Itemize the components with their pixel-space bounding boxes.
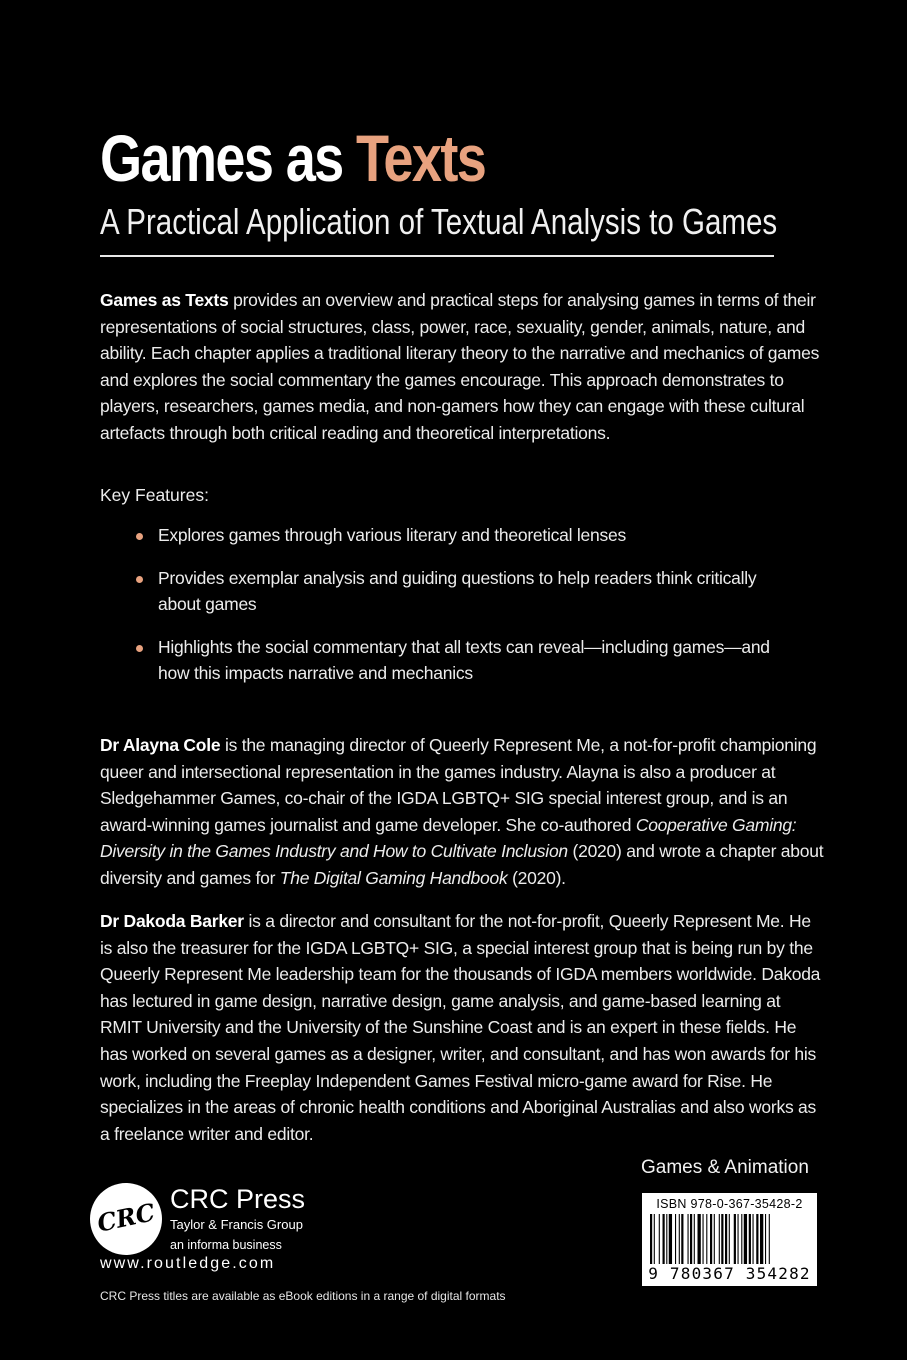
barcode-bar — [714, 1214, 715, 1264]
barcode-bar — [666, 1214, 667, 1264]
barcode-bar — [650, 1214, 652, 1264]
barcode-icon — [648, 1214, 811, 1264]
feature-item — [100, 522, 800, 549]
author-bio-barker — [100, 908, 824, 1147]
subject-category: Games & Animation — [641, 1157, 809, 1178]
bio-text: (2020) and wrote a chapter about diversity and games for — [100, 841, 824, 888]
book-title — [100, 118, 485, 198]
barcode-bar — [760, 1214, 763, 1264]
barcode-bar — [710, 1214, 712, 1264]
title-divider — [100, 255, 774, 257]
publisher-name: CRC Press — [170, 1184, 306, 1214]
ebook-note: CRC Press titles are available as eBook editions in a range of digital formats — [100, 1289, 506, 1303]
book-title-italic: Cooperative Gaming: Diversity in the Games Industry and How to Cultivate Inclusion — [100, 814, 797, 862]
bio-text: is a director and consultant for the not-for-profit, Queerly Represent Me. He is also the treasurer for the IGDA LGBTQ+ SIG, a special interest group that is being run by the Queerly Represent Me leadership team for the thousands of IGDA members worldwide. Dakoda has lectured in game design, narrative design, game analysis, and game-based learning at RMIT University and the University of the Sunshine Coast and is an expert in these fields. He has worked on several games as a designer, writer, and consultant, and has won awards for his work, including the Freeplay Independent Games Festival micro-game award for Rise. He specializes in the areas of chronic health conditions and Aboriginal Australias and also works as a freelance writer and editor. — [100, 911, 821, 1144]
feature-item — [100, 565, 800, 618]
overview-lead: Games as Texts — [100, 290, 229, 310]
barcode-bar — [721, 1214, 723, 1264]
overview-paragraph — [100, 287, 824, 447]
title-part-1: Games as — [100, 121, 357, 195]
title-part-2: Texts — [356, 121, 486, 195]
barcode-bar — [719, 1214, 720, 1264]
bullet-icon — [136, 576, 143, 583]
overview-text: provides an overview and practical steps for analysing games in terms of their representations of social structures, class, power, race, sexuality, gender, animals, nature, and ability. Each chapter applies a traditional literary theory to the narrative and mechanics of games and explores the social commentary the games encourage. This approach demonstrates to players, researchers, games media, and non-gamers how they can engage with these cultural artefacts through both critical reading and theoretical interpretations. — [100, 290, 820, 443]
barcode-bar — [753, 1214, 754, 1264]
author-bio-cole — [100, 732, 824, 892]
barcode-bar — [749, 1214, 751, 1264]
barcode-bar — [706, 1214, 707, 1264]
barcode-bar — [669, 1214, 672, 1264]
barcode-bar — [659, 1214, 660, 1264]
feature-text: Highlights the social commentary that all texts can reveal—including games—and how this impacts narrative and mechanics — [158, 636, 770, 684]
crc-logo-text: CRC — [94, 1197, 158, 1238]
bullet-icon — [136, 645, 143, 652]
barcode-bar — [703, 1214, 704, 1264]
key-features-label: Key Features: — [100, 485, 209, 505]
feature-text: Provides exemplar analysis and guiding questions to help readers think critically about games — [158, 567, 757, 615]
book-subtitle: A Practical Application of Textual Analysis to Games — [100, 201, 778, 242]
bio-text: is the managing director of Queerly Represent Me, a not-for-profit championing queer and intersectional representation in the games industry. Alayna is also a producer at Sledgehammer Games, co-chair of the IGDA LGBTQ+ SIG special interest group, and is an award-winning games journalist and game developer. She co-authored — [100, 735, 817, 835]
barcode-bar — [681, 1214, 683, 1264]
barcode-digits: 9 780367 354282 — [648, 1264, 811, 1283]
isbn-label: ISBN 978-0-367-35428-2 — [656, 1197, 803, 1211]
key-features-list — [100, 522, 800, 687]
barcode-bar — [694, 1214, 695, 1264]
crc-logo-icon — [90, 1183, 162, 1255]
barcode-bar — [769, 1214, 770, 1264]
book-title-italic: The Digital Gaming Handbook — [279, 867, 508, 888]
barcode-bar — [744, 1214, 747, 1264]
barcode-bar — [738, 1214, 739, 1264]
publisher-group: Taylor & Francis Group — [170, 1217, 303, 1232]
bio-text: (2020). — [507, 867, 566, 888]
publisher-block — [170, 1183, 305, 1255]
bullet-icon — [136, 533, 143, 540]
barcode-bar — [654, 1214, 655, 1264]
publisher-business: an informa business — [170, 1238, 282, 1252]
barcode-bar — [698, 1214, 701, 1264]
barcode-bar — [688, 1214, 689, 1264]
barcode-bar — [725, 1214, 727, 1264]
feature-item — [100, 634, 800, 687]
barcode-bar — [675, 1214, 676, 1264]
barcode-bar — [741, 1214, 742, 1264]
barcode-bar — [679, 1214, 680, 1264]
barcode-panel — [642, 1193, 817, 1286]
barcode-bar — [765, 1214, 766, 1264]
barcode-bar — [756, 1214, 758, 1264]
author-name-cole: Dr Alayna Cole — [100, 735, 221, 755]
feature-text: Explores games through various literary and theoretical lenses — [158, 525, 626, 545]
publisher-website: www.routledge.com — [100, 1255, 276, 1272]
barcode-bar — [729, 1214, 730, 1264]
barcode-bar — [734, 1214, 736, 1264]
author-name-barker: Dr Dakoda Barker — [100, 911, 244, 931]
barcode-bar — [663, 1214, 665, 1264]
barcode-bar — [690, 1214, 692, 1264]
